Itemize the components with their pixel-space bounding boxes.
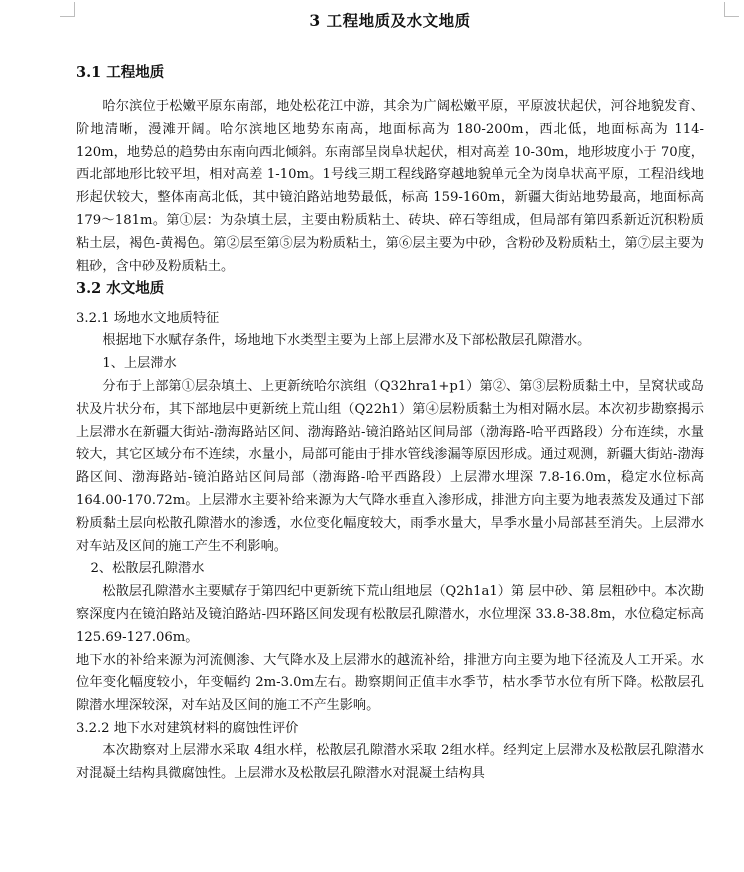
section-heading-3-2: 3.2 水文地质	[76, 280, 165, 298]
subsection-3-2-2-body: 本次勘察对上层滞水采取 4组水样，松散层孔隙潜水采取 2组水样。经判定上层滞水及松散层孔隙潜水对混凝土结构具微腐蚀性。上层滞水及松散层孔隙潜水对混凝土结构具	[76, 742, 704, 781]
item-2-body-continued: 地下水的补给来源为河流侧渗、大气降水及上层滞水的越流补给，排泄方向主要为地下径流及人工开采。水位年变化幅度较小，年变幅约 2m-3.0m左右。勘察期间正值丰水季节，枯水季节水位有所下降。松散层孔隙潜水埋深较深，对车站及区间的施工不产生影响。	[76, 652, 704, 714]
section-heading-3-1: 3.1 工程地质	[76, 64, 165, 81]
item-1-body: 分布于上部第①层杂填土、上更新统哈尔滨组（Q32hra1+p1）第②、第③层粉质黏土中，呈窝状或岛状及片状分布，其下部地层中更新统上荒山组（Q22h1）第④层粉质黏土为相对隔水层。本次初步勘察揭示上层滞水在新疆大街站-渤海路站区间、渤海路站-镜泊路站区间局部（渤海路-哈平西路段）分布连续，水量较大，其它区域分布不连续，水量小，局部可能由于排水管线渗漏等原因形成。通过观测，新疆大街站-渤海路区间、渤海路站-镜泊路站区间局部（渤海路-哈平西路段）上层滞水埋深 7.8-16.0m，稳定水位标高164.00-170.72m。上层滞水主要补给来源为大气降水垂直入渗形成，排泄方向主要为地表蒸发及通过下部粉质黏土层向松散孔隙潜水的渗透，水位变化幅度较大，雨季水量大，旱季水量小局部甚至消失。上层滞水对车站及区间的施工产生不利影响。	[76, 378, 704, 554]
page-corner-mark-right	[724, 2, 739, 17]
page-corner-mark-left	[60, 2, 75, 17]
chapter-title: 3 工程地质及水文地质	[309, 11, 471, 30]
document-body	[76, 10, 704, 786]
subsection-heading-3-2-2: 3.2.2 地下水对建筑材料的腐蚀性评价	[76, 720, 299, 736]
item-1-title: 1、上层滞水	[102, 356, 177, 372]
subsection-3-2-1-intro: 根据地下水赋存条件，场地地下水类型主要为上部上层滞水及下部松散层孔隙潜水。	[102, 333, 591, 349]
item-2-title: 2、松散层孔隙潜水	[90, 561, 205, 577]
item-2-body: 松散层孔隙潜水主要赋存于第四纪中更新统下荒山组地层（Q2h1a1）第 层中砂、第 层粗砂中。本次勘察深度内在镜泊路站及镜泊路站-四环路区间发现有松散层孔隙潜水，水位埋深 33.8-38.8m，水位稳定标高 125.69-127.06m。	[76, 584, 704, 645]
subsection-heading-3-2-1: 3.2.1 场地水文地质特征	[76, 311, 220, 327]
section-3-1-paragraph: 哈尔滨位于松嫩平原东南部，地处松花江中游，其余为广阔松嫩平原，平原波状起伏，河谷地貌发育、阶地清晰，漫滩开阔。哈尔滨地区地势东南高，地面标高为 180-200m，西北低，地面标高为 114-120m，地势总的趋势由东南向西北倾斜。东南部呈岗阜状起伏，相对高差 10-30m，地形坡度小于 70度，西北部地形比较平坦，相对高差 1-10m。1号线三期工程线路穿越地貌单元全为岗阜状高平原，工程沿线地形起伏较大，整体南高北低，其中镜泊路站地势最低，标高 159-160m，新疆大街站地势最高，地面标高 179～181m。第①层：为杂填土层，主要由粉质粘土、砖块、碎石等组成，但局部有第四系新近沉积粉质粘土层，褐色-黄褐色。第②层至第⑤层为粉质粘土，第⑥层主要为中砂，含粉砂及粉质粘土，第⑦层主要为粗砂，含中砂及粉质粘土。	[76, 99, 704, 274]
